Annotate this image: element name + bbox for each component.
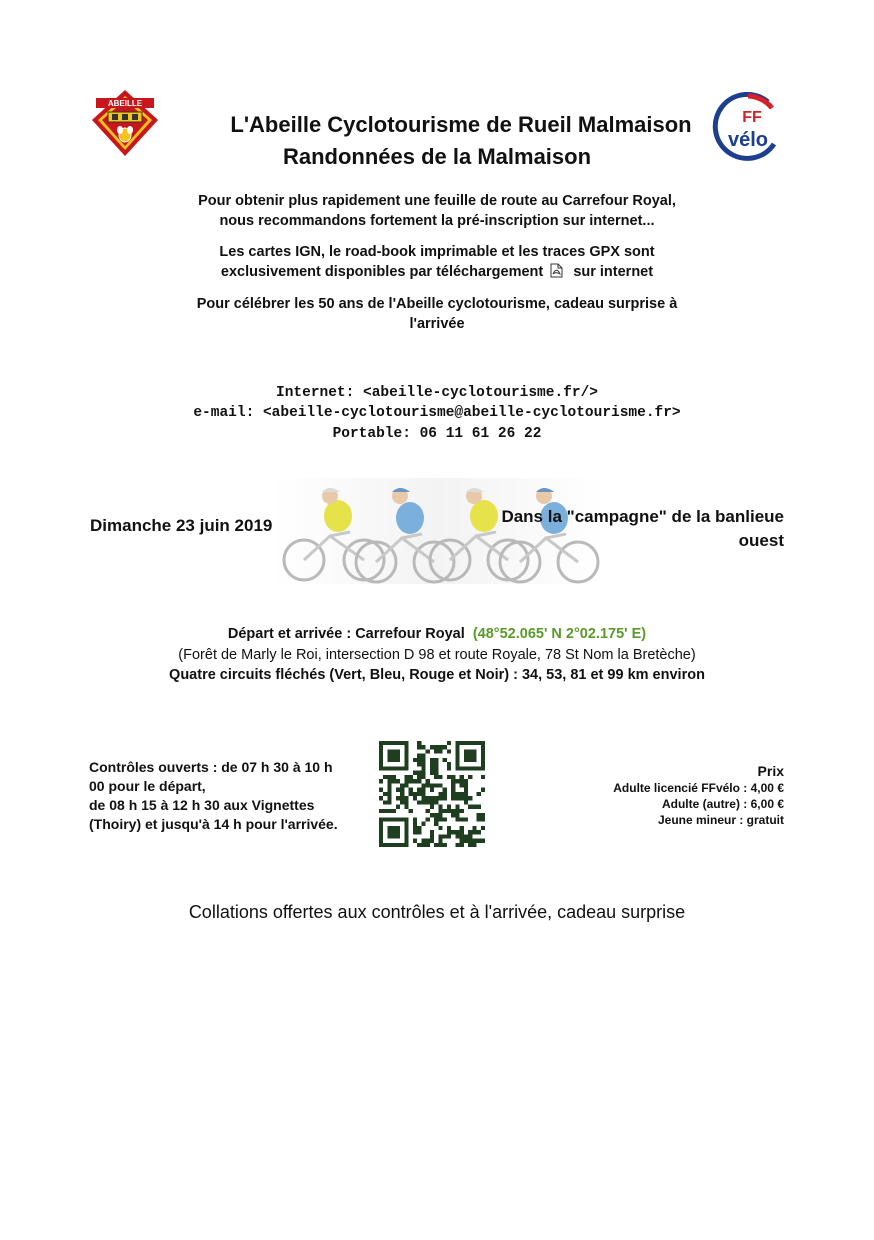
price-adult-licensed: Adulte licencié FFvélo : 4,00 € <box>613 781 784 795</box>
qr-code[interactable] <box>379 741 485 847</box>
download-line2-tail: sur internet <box>573 264 654 280</box>
preinscription-line2: nous recommandons fortement la pré-inscription sur internet... <box>219 213 655 229</box>
abeille-logo-text: ABEILLE <box>107 99 143 108</box>
departure-label: Départ et arrivée : Carrefour Royal <box>227 626 465 642</box>
controls-hours <box>89 758 369 834</box>
anniversary-notice <box>120 294 754 334</box>
preinscription-line1: Pour obtenir plus rapidement une feuille de route au Carrefour Royal, <box>198 193 676 209</box>
ffvelo-logo-ff: FF <box>742 109 762 126</box>
price-title: Prix <box>757 763 784 779</box>
anniversary-line2: l'arrivée <box>409 316 465 332</box>
controls-line3: de 08 h 15 à 12 h 30 aux Vignettes <box>89 797 315 813</box>
circuits-info: Quatre circuits fléchés (Vert, Bleu, Rouge et Noir) : 34, 53, 81 et 99 km environ <box>169 667 705 683</box>
gps-coordinates: (48°52.065' N 2°02.175' E) <box>472 626 647 642</box>
price-adult-other: Adulte (autre) : 6,00 € <box>661 797 784 811</box>
event-tagline-line2: ouest <box>738 531 784 550</box>
website-link[interactable]: Internet: <abeille-cyclotourisme.fr/> <box>276 385 598 401</box>
page-title: L'Abeille Cyclotourisme de Rueil Malmaison <box>230 112 692 137</box>
email-link[interactable]: e-mail: <abeille-cyclotourisme@abeille-cyclotourisme.fr> <box>193 405 681 421</box>
download-line2-text: exclusivement disponibles par téléchargement <box>220 264 544 280</box>
event-tagline-line1: Dans la "campagne" de la banlieue <box>501 507 784 526</box>
download-notice <box>120 242 754 282</box>
ffvelo-logo-velo: vélo <box>727 129 769 151</box>
price-minor: Jeune mineur : gratuit <box>657 813 784 827</box>
download-line1: Les cartes IGN, le road-book imprimable et les traces GPX sont <box>219 244 655 260</box>
anniversary-line1: Pour célébrer les 50 ans de l'Abeille cyclotourisme, cadeau surprise à <box>196 296 678 312</box>
departure-address: (Forêt de Marly le Roi, intersection D 98 et route Royale, 78 St Nom la Bretèche) <box>178 647 696 663</box>
phone-number: Portable: 06 11 61 26 22 <box>332 426 542 442</box>
preinscription-notice <box>120 191 754 231</box>
event-date: Dimanche 23 juin 2019 <box>90 516 273 535</box>
event-tagline <box>470 505 784 553</box>
controls-line2: 00 pour le départ, <box>89 778 206 794</box>
departure-info <box>0 626 874 642</box>
download-line2 <box>120 262 754 282</box>
controls-line4: (Thoiry) et jusqu'à 14 h pour l'arrivée. <box>89 816 338 832</box>
refreshments-note: Collations offertes aux contrôles et à l'arrivée, cadeau surprise <box>188 902 686 922</box>
pdf-icon <box>550 263 563 278</box>
controls-line1: Contrôles ouverts : de 07 h 30 à 10 h <box>89 759 333 775</box>
page-subtitle: Randonnées de la Malmaison <box>282 144 592 169</box>
price-list <box>560 763 784 828</box>
